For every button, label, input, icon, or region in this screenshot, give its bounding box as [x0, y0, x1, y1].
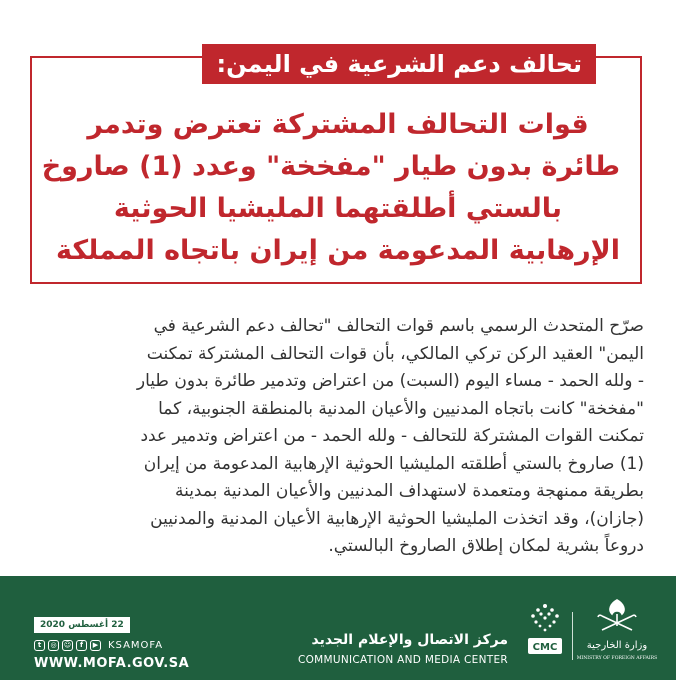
body-line: بطريقة ممنهجة ومتعمدة لاستهداف المدنيين والأعيان المدنية بمدينة [174, 481, 644, 501]
headline-line: الإرهابية المدعومة من إيران باتجاه المملكة [56, 235, 620, 266]
body-line: دروعاً بشرية لمكان إطلاق الصاروخ البالستي. [328, 536, 644, 556]
website-link[interactable]: WWW.MOFA.GOV.SA [34, 656, 190, 671]
date-badge: 22 أغسطس 2020 [34, 617, 130, 633]
instagram-icon[interactable]: ◎ [48, 640, 59, 651]
headline [41, 104, 620, 272]
headline-line: قوات التحالف المشتركة تعترض وتدمر [87, 109, 589, 140]
headline-line: طائرة بدون طيار "مفخخة" وعدد (1) صاروخ [41, 151, 620, 182]
body-line: اليمن" العقيد الركن تركي المالكي، بأن قوات التحالف المشتركة تمكنت [146, 343, 644, 364]
cmc-logo [524, 600, 566, 660]
title-tag: تحالف دعم الشرعية في اليمن: [202, 44, 596, 84]
youtube-icon[interactable]: ▶ [90, 640, 101, 651]
snapchat-icon[interactable]: ☺ [63, 640, 72, 649]
ministry-name-arabic: وزارة الخارجية [586, 640, 648, 651]
footer-bar [0, 576, 676, 680]
ministry-emblem [576, 596, 658, 666]
body-line: صرّح المتحدث الرسمي باسم قوات التحالف "تحالف دعم الشرعية في [153, 316, 644, 336]
headline-line: بالستي أطلقتهما المليشيا الحوثية [113, 193, 563, 224]
footer-divider [572, 612, 573, 660]
body-line: (1) صاروخ بالستي أطلقته المليشيا الحوثية الإرهابية المدعومة من إيران [143, 453, 644, 474]
body-text [32, 313, 644, 561]
body-line: تمكنت القوات المشتركة للتحالف - ولله الحمد - من اعتراض وتدمير عدد [140, 426, 644, 446]
ministry-name-english: MINISTRY OF FOREIGN AFFAIRS [576, 656, 658, 661]
social-handle[interactable]: KSAMOFA [108, 639, 164, 651]
cmc-badge-text: CMC [532, 642, 558, 653]
body-line: (جازان)، وقد اتخذت المليشيا الحوثية الإرهابية الأعيان المدنية والمدنيين [150, 508, 644, 529]
twitter-icon[interactable]: t [34, 640, 45, 651]
body-line: "مفخخة" كانت باتجاه المدنيين والأعيان المدنية بالمنطقة الجنوبية، كما [158, 398, 644, 419]
facebook-icon[interactable]: f [76, 640, 87, 651]
social-links [34, 638, 163, 652]
body-line: - ولله الحمد - مساء اليوم (السبت) من اعتراض وتدمير طائرة بدون طيار [136, 371, 644, 391]
cmc-name-arabic: مركز الاتصال والإعلام الجديد [311, 632, 508, 648]
cmc-name-english: COMMUNICATION AND MEDIA CENTER [297, 654, 508, 666]
